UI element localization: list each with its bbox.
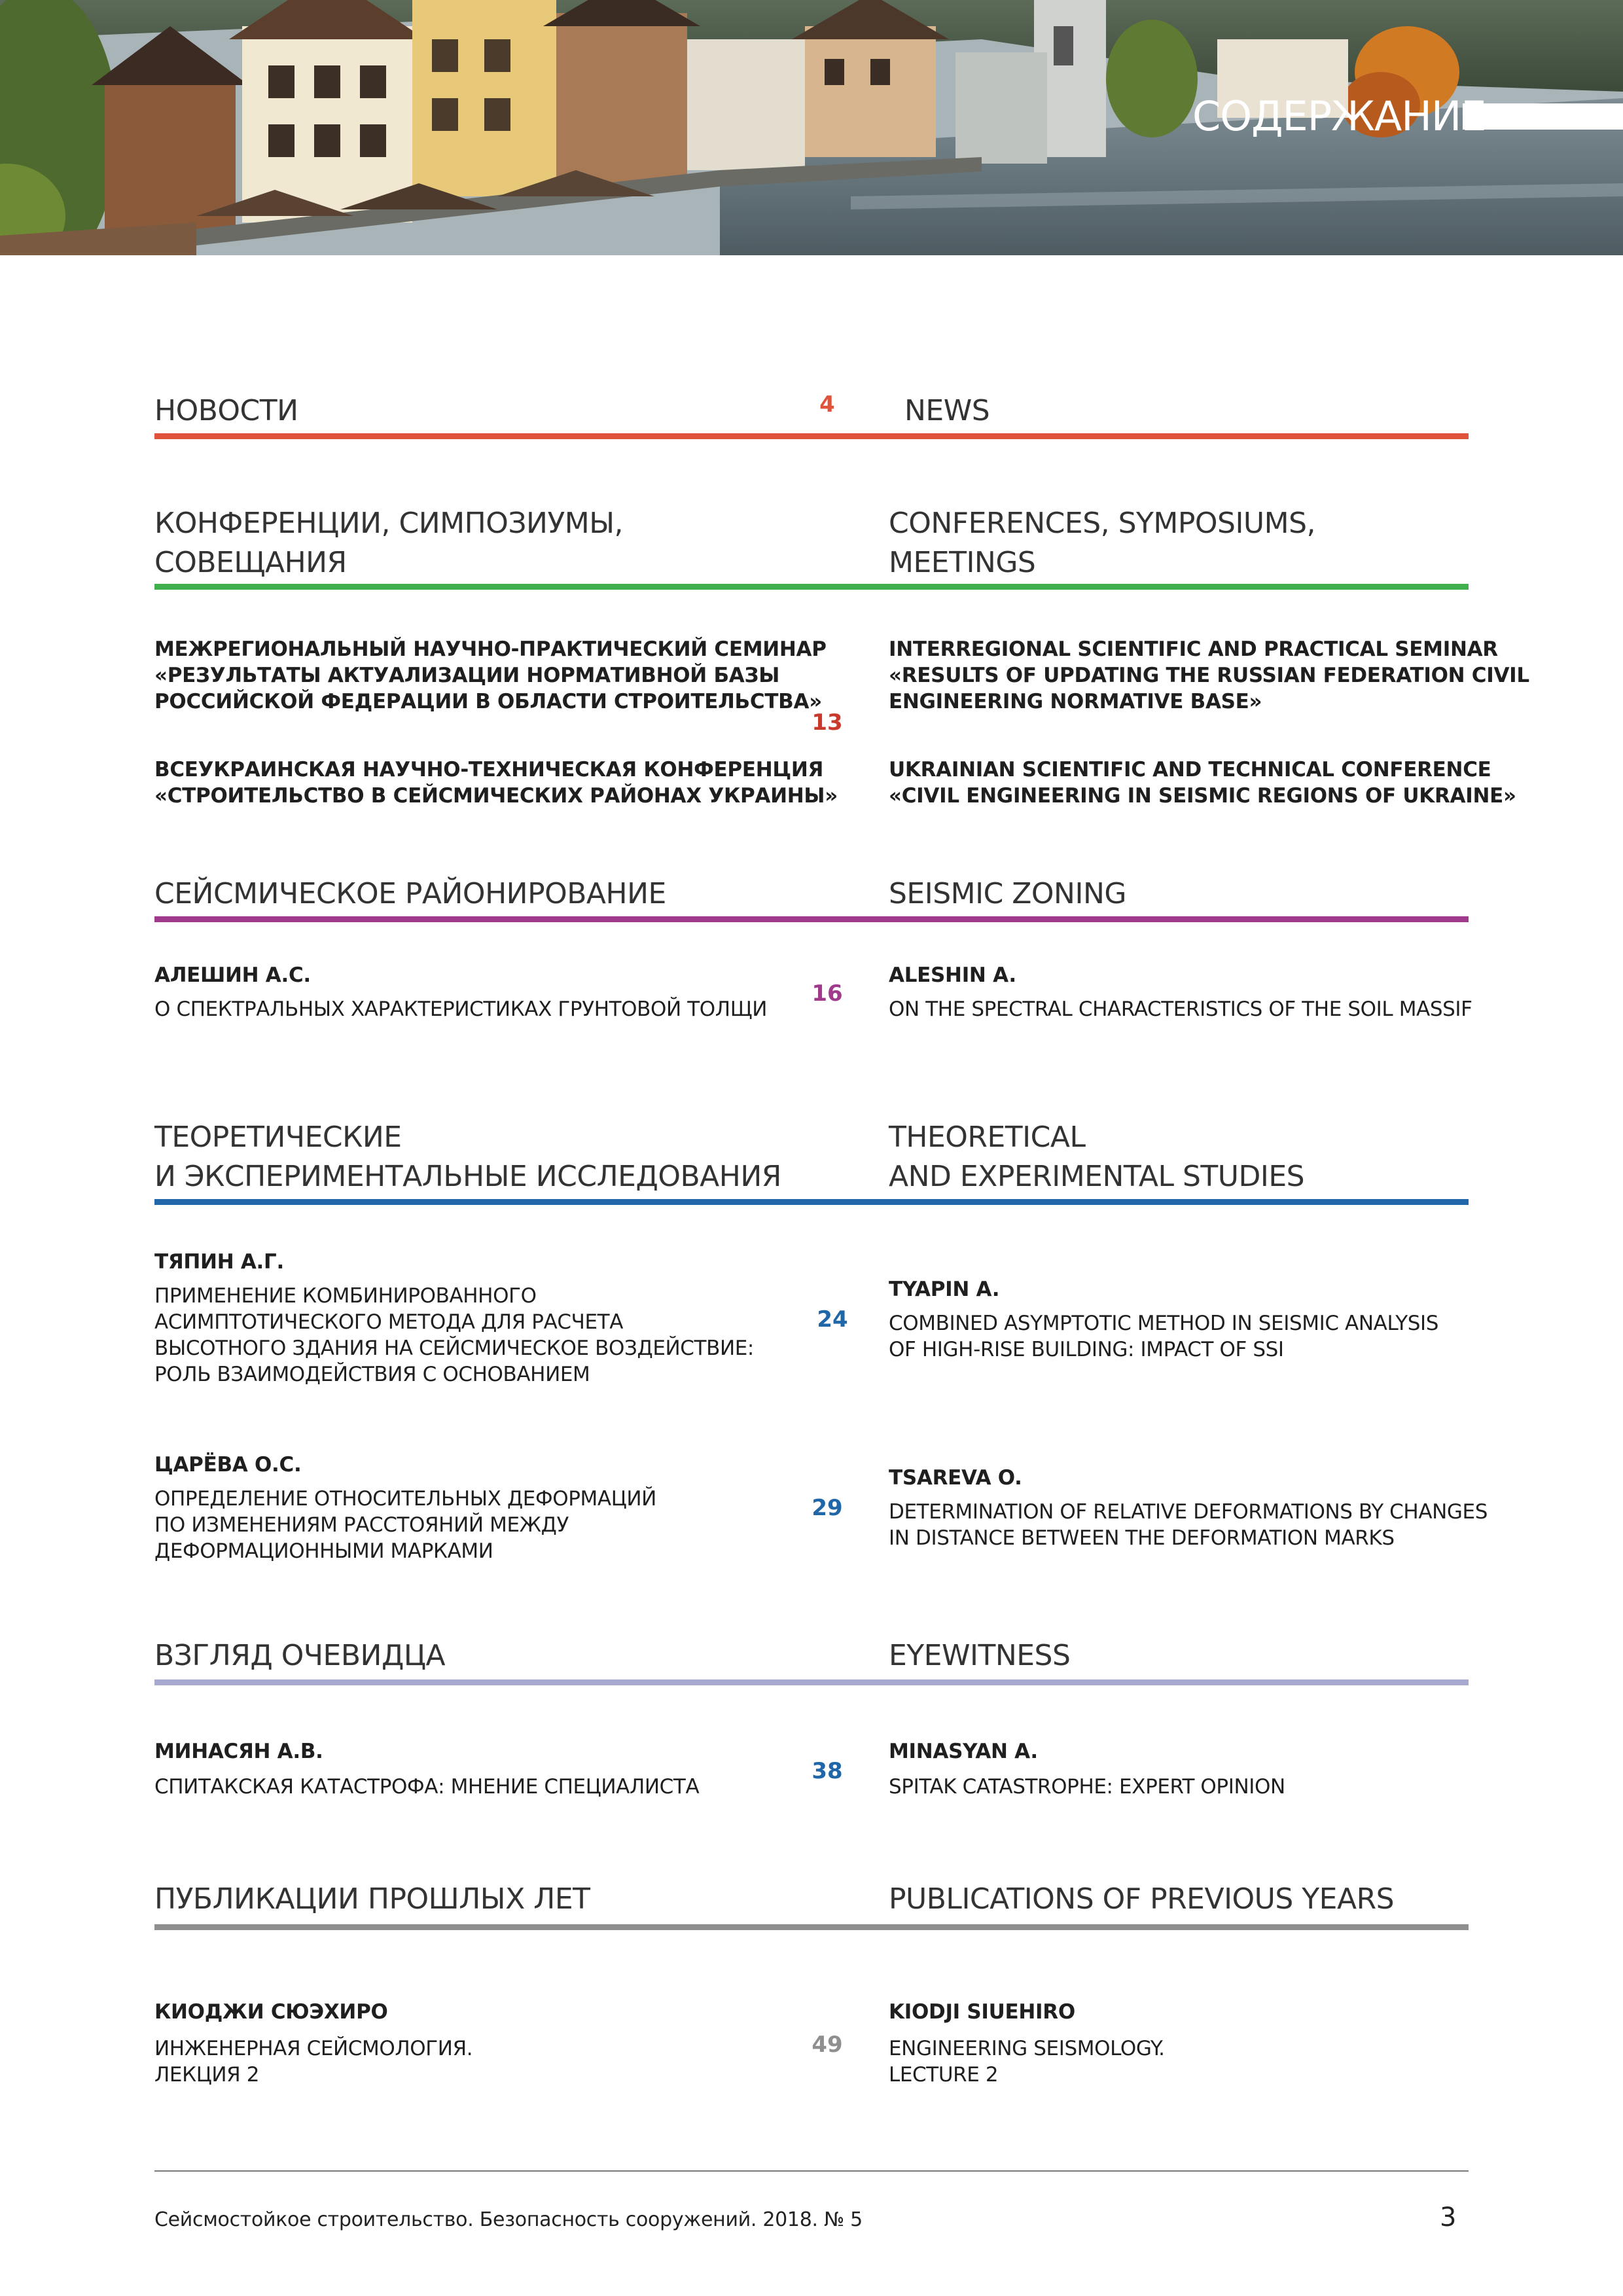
conference-1-ru-line-2: «РЕЗУЛЬТАТЫ АКТУАЛИЗАЦИИ НОРМАТИВНОЙ БАЗЫ — [154, 664, 780, 687]
conference-1-en-line-2: «RESULTS OF UPDATING THE RUSSIAN FEDERATION CIVIL — [889, 664, 1529, 687]
footer-rule — [154, 2170, 1469, 2172]
publications-en-line-1: ENGINEERING SEISMOLOGY. — [889, 2037, 1165, 2060]
page-number-eyewitness: 38 — [812, 1758, 843, 1784]
studies-article-2-en-line-2: IN DISTANCE BETWEEN THE DEFORMATION MARKS — [889, 1526, 1395, 1550]
section-title-studies-en-line-2: AND EXPERIMENTAL STUDIES — [889, 1160, 1305, 1193]
publications-en-line-2: LECTURE 2 — [889, 2063, 999, 2087]
section-title-publications-en: PUBLICATIONS OF PREVIOUS YEARS — [889, 1882, 1395, 1916]
conference-2-en-line-1: UKRAINIAN SCIENTIFIC AND TECHNICAL CONFERENCE — [889, 758, 1491, 781]
seismic-zoning-en-article: ON THE SPECTRAL CHARACTERISTICS OF THE SOIL MASSIF — [889, 997, 1472, 1021]
seismic-zoning-ru-article: О СПЕКТРАЛЬНЫХ ХАРАКТЕРИСТИКАХ ГРУНТОВОЙ ТОЛЩИ — [154, 997, 768, 1021]
section-rule-seismic-zoning — [154, 916, 1469, 922]
studies-article-2-en-author: TSAREVA O. — [889, 1466, 1022, 1490]
page-number-publications: 49 — [812, 2032, 843, 2058]
conference-1-en-line-1: INTERREGIONAL SCIENTIFIC AND PRACTICAL SEMINAR — [889, 637, 1498, 661]
studies-article-2-ru-author: ЦАРЁВА О.С. — [154, 1453, 302, 1477]
section-title-studies-ru-line-2: И ЭКСПЕРИМЕНТАЛЬНЫЕ ИССЛЕДОВАНИЯ — [154, 1160, 781, 1193]
seismic-zoning-ru-author: АЛЕШИН А.С. — [154, 963, 311, 987]
conference-2-en-line-2: «CIVIL ENGINEERING IN SEISMIC REGIONS OF UKRAINE» — [889, 784, 1516, 808]
section-rule-eyewitness — [154, 1679, 1469, 1685]
page-number-conferences: 13 — [812, 709, 843, 736]
studies-article-1-ru-author: ТЯПИН А.Г. — [154, 1250, 284, 1274]
section-rule-publications — [154, 1924, 1469, 1930]
page-number-seismic-zoning: 16 — [812, 980, 843, 1007]
page-number-studies-article-2: 29 — [812, 1495, 843, 1521]
title-bar-accent — [1463, 103, 1623, 130]
eyewitness-en-author: MINASYAN A. — [889, 1740, 1038, 1763]
page-number-news: 4 — [819, 391, 835, 418]
section-title-news-en: NEWS — [904, 394, 990, 427]
studies-article-2-ru-line-3: ДЕФОРМАЦИОННЫМИ МАРКАМИ — [154, 1539, 493, 1563]
section-rule-news — [154, 433, 1469, 439]
section-title-conferences-en-line-2: MEETINGS — [889, 546, 1036, 579]
studies-article-1-ru-line-2: АСИМПТОТИЧЕСКОГО МЕТОДА ДЛЯ РАСЧЕТА — [154, 1310, 624, 1334]
conference-2-ru-line-1: ВСЕУКРАИНСКАЯ НАУЧНО-ТЕХНИЧЕСКАЯ КОНФЕРЕНЦИЯ — [154, 758, 824, 781]
studies-article-1-en-author: TYAPIN A. — [889, 1278, 1000, 1301]
studies-article-1-en-line-1: COMBINED ASYMPTOTIC METHOD IN SEISMIC ANALYSIS — [889, 1312, 1439, 1335]
page-number-studies-article-1: 24 — [817, 1306, 848, 1333]
section-rule-conferences — [154, 584, 1469, 590]
publications-ru-line-2: ЛЕКЦИЯ 2 — [154, 2063, 260, 2087]
page-title: СОДЕРЖАНИЕ — [1192, 92, 1486, 140]
conference-1-ru-line-3: РОССИЙСКОЙ ФЕДЕРАЦИИ В ОБЛАСТИ СТРОИТЕЛЬСТВА» — [154, 690, 822, 713]
footer-page-number: 3 — [1440, 2202, 1457, 2233]
studies-article-2-ru-line-1: ОПРЕДЕЛЕНИЕ ОТНОСИТЕЛЬНЫХ ДЕФОРМАЦИЙ — [154, 1487, 656, 1511]
section-title-conferences-en-line-1: CONFERENCES, SYMPOSIUMS, — [889, 507, 1316, 540]
section-title-eyewitness-ru: ВЗГЛЯД ОЧЕВИДЦА — [154, 1639, 446, 1672]
section-title-seismic-zoning-en: SEISMIC ZONING — [889, 877, 1126, 910]
studies-article-2-ru-line-2: ПО ИЗМЕНЕНИЯМ РАССТОЯНИЙ МЕЖДУ — [154, 1513, 569, 1537]
eyewitness-ru-article: СПИТАКСКАЯ КАТАСТРОФА: МНЕНИЕ СПЕЦИАЛИСТА — [154, 1775, 700, 1799]
studies-article-1-en-line-2: OF HIGH-RISE BUILDING: IMPACT OF SSI — [889, 1338, 1284, 1361]
conference-2-ru-line-2: «СТРОИТЕЛЬСТВО В СЕЙСМИЧЕСКИХ РАЙОНАХ УКРАИНЫ» — [154, 784, 838, 808]
section-title-studies-en-line-1: THEORETICAL — [889, 1121, 1086, 1154]
section-title-conferences-ru-line-2: СОВЕЩАНИЯ — [154, 546, 347, 579]
publications-ru-author: КИОДЖИ СЮЭХИРО — [154, 2000, 388, 2024]
studies-article-2-en-line-1: DETERMINATION OF RELATIVE DEFORMATIONS BY CHANGES — [889, 1500, 1488, 1524]
section-title-conferences-ru-line-1: КОНФЕРЕНЦИИ, СИМПОЗИУМЫ, — [154, 507, 624, 540]
section-title-publications-ru: ПУБЛИКАЦИИ ПРОШЛЫХ ЛЕТ — [154, 1882, 590, 1916]
conference-1-en-line-3: ENGINEERING NORMATIVE BASE» — [889, 690, 1262, 713]
eyewitness-en-article: SPITAK CATASTROPHE: EXPERT OPINION — [889, 1775, 1285, 1799]
eyewitness-ru-author: МИНАСЯН А.В. — [154, 1740, 323, 1763]
footer-journal-title: Сейсмостойкое строительство. Безопасность сооружений. 2018. № 5 — [154, 2208, 863, 2231]
conference-1-ru-line-1: МЕЖРЕГИОНАЛЬНЫЙ НАУЧНО-ПРАКТИЧЕСКИЙ СЕМИНАР — [154, 637, 827, 661]
publications-en-author: KIODJI SIUEHIRO — [889, 2000, 1075, 2024]
studies-article-1-ru-line-3: ВЫСОТНОГО ЗДАНИЯ НА СЕЙСМИЧЕСКОЕ ВОЗДЕЙСТВИЕ: — [154, 1336, 754, 1360]
section-title-studies-ru-line-1: ТЕОРЕТИЧЕСКИЕ — [154, 1121, 402, 1154]
section-title-seismic-zoning-ru: СЕЙСМИЧЕСКОЕ РАЙОНИРОВАНИЕ — [154, 877, 666, 910]
section-rule-studies — [154, 1199, 1469, 1205]
section-title-eyewitness-en: EYEWITNESS — [889, 1639, 1071, 1672]
studies-article-1-ru-line-4: РОЛЬ ВЗАИМОДЕЙСТВИЯ С ОСНОВАНИЕМ — [154, 1363, 590, 1386]
section-title-news-ru: НОВОСТИ — [154, 394, 298, 427]
publications-ru-line-1: ИНЖЕНЕРНАЯ СЕЙСМОЛОГИЯ. — [154, 2037, 473, 2060]
studies-article-1-ru-line-1: ПРИМЕНЕНИЕ КОМБИНИРОВАННОГО — [154, 1284, 537, 1308]
seismic-zoning-en-author: ALESHIN A. — [889, 963, 1016, 987]
